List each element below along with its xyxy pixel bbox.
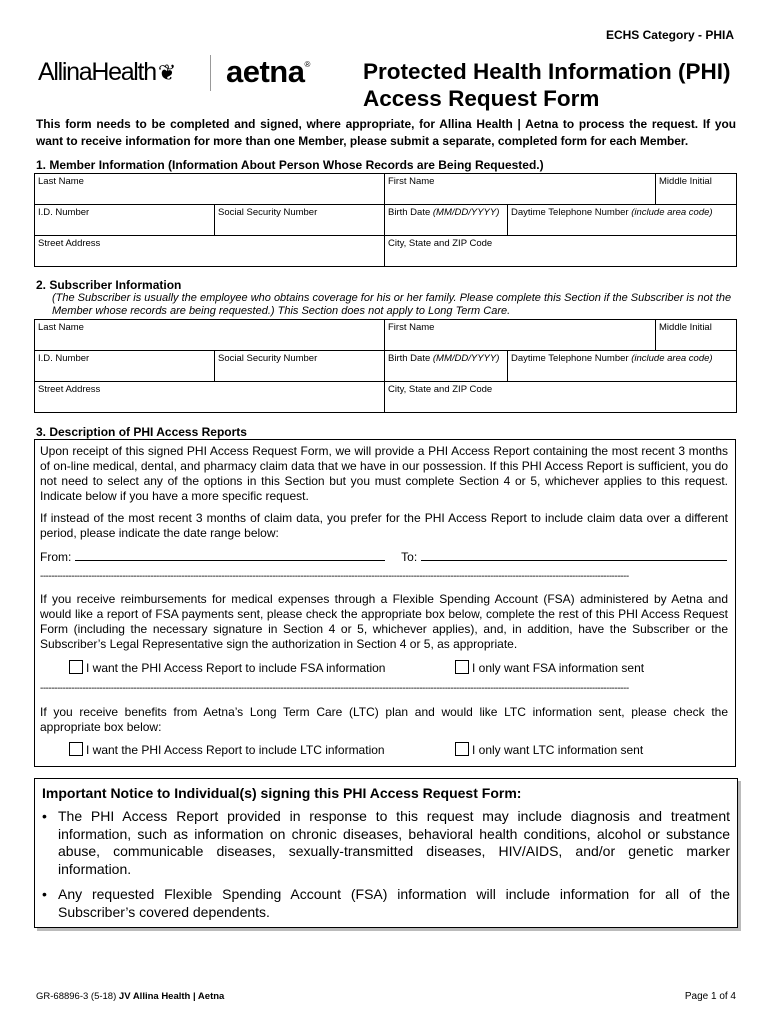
title-line-2: Access Request Form	[363, 86, 600, 111]
ltc-option-1[interactable]: I want the PHI Access Report to include LTC information	[69, 742, 385, 758]
aetna-logo: aetna®	[226, 54, 310, 89]
notice-heading: Important Notice to Individual(s) signing this PHI Access Request Form:	[42, 785, 522, 801]
section1-heading: 1. Member Information (Information About Person Whose Records are Being Requested.)	[36, 158, 544, 172]
ltc-option-2[interactable]: I only want LTC information sent	[455, 742, 643, 758]
allina-logo-text: AllinaHealth	[38, 58, 156, 86]
section3-heading: 3. Description of PHI Access Reports	[36, 425, 247, 439]
title-line-1: Protected Health Information (PHI)	[363, 59, 731, 84]
aetna-logo-text: aetna	[226, 54, 305, 89]
to-label: To:	[401, 550, 418, 564]
subscriber-phone-field[interactable]: Daytime Telephone Number (include area code)	[508, 351, 737, 382]
member-middle-initial-field[interactable]: Middle Initial	[656, 174, 737, 205]
section3-paragraph-1: Upon receipt of this signed PHI Access Request Form, we will provide a PHI Access Report containing the most recent 3 months of on-line medical, dental, and pharmacy claim data that we have in our possession. If this PHI Access Report is sufficient, you do not need to select any of the options in this Section but you must complete Section 4 or 5, whichever applies to this request. Indicate below if you have a more specific request.	[40, 444, 728, 503]
subscriber-first-name-field[interactable]: First Name	[385, 320, 656, 351]
member-first-name-field[interactable]: First Name	[385, 174, 656, 205]
phi-reports-box	[34, 439, 736, 767]
date-range-row	[40, 548, 730, 565]
bullet-icon: •	[42, 886, 47, 902]
important-notice-box	[34, 778, 738, 928]
divider-dashes-1: ----------------------------------------------------------------------------------------------------------------------------------------------------------------------------------------------------------------	[40, 571, 629, 582]
member-birth-date-field[interactable]: Birth Date (MM/DD/YYYY)	[385, 205, 508, 236]
section3-paragraph-4: If you receive benefits from Aetna’s Long Term Care (LTC) plan and would like LTC information sent, please check the appropriate box below:	[40, 705, 728, 734]
notice-bullet-1-text: The PHI Access Report provided in response to this request may include diagnosis and treatment information, such as information on chronic diseases, behavioral health conditions, alcohol or substance abuse, communicable diseases, sexually-transmitted diseases, HIV/AIDS, and/or genetic marker information.	[58, 808, 730, 877]
subscriber-city-field[interactable]: City, State and ZIP Code	[385, 382, 737, 413]
subscriber-street-field[interactable]: Street Address	[35, 382, 385, 413]
subscriber-ssn-field[interactable]: Social Security Number	[215, 351, 385, 382]
subscriber-last-name-field[interactable]: Last Name	[35, 320, 385, 351]
allina-leaf-icon: ❦	[157, 60, 175, 85]
bullet-icon: •	[42, 808, 47, 824]
section2-note: (The Subscriber is usually the employee who obtains coverage for his or her family. Please complete this Section if the Subscriber is not the Member whose records are being requested.) This Section does not apply to Long Term Care.	[52, 292, 732, 317]
member-last-name-field[interactable]: Last Name	[35, 174, 385, 205]
subscriber-middle-initial-field[interactable]: Middle Initial	[656, 320, 737, 351]
category-label: ECHS Category - PHIA	[605, 28, 734, 42]
member-info-table	[34, 173, 737, 267]
notice-bullet-2-text: Any requested Flexible Spending Account (FSA) information will include information for all of the Subscriber’s covered dependents.	[58, 886, 730, 920]
fsa-include-checkbox[interactable]	[69, 660, 83, 674]
ltc-include-checkbox[interactable]	[69, 742, 83, 756]
page-title	[363, 58, 753, 112]
logo-divider	[210, 55, 211, 91]
intro-text: This form needs to be completed and signed, where appropriate, for Allina Health | Aetna to process the request. If you want to receive information for more than one Member, please submit a separate, completed form for each Member.	[36, 117, 736, 148]
member-ssn-field[interactable]: Social Security Number	[215, 205, 385, 236]
to-date-input[interactable]	[421, 548, 727, 561]
fsa-option-1[interactable]: I want the PHI Access Report to include FSA information	[69, 660, 385, 676]
from-date-input[interactable]	[75, 548, 385, 561]
allina-health-logo	[38, 58, 175, 87]
section3-paragraph-2: If instead of the most recent 3 months of claim data, you prefer for the PHI Access Report to include claim data over a different period, please indicate the date range below:	[40, 511, 728, 540]
section3-paragraph-3: If you receive reimbursements for medical expenses through a Flexible Spending Account (FSA) administered by Aetna and would like a report of FSA payments sent, please check the appropriate box below, complete the rest of this PHI Access Request Form (including the necessary signature in Section 4 or 5, whichever applies), and, in addition, have the Subscriber or the Subscriber’s Legal Representative sign the authorization in Section 4 or 5, as appropriate.	[40, 592, 728, 651]
member-city-field[interactable]: City, State and ZIP Code	[385, 236, 737, 267]
subscriber-birth-date-field[interactable]: Birth Date (MM/DD/YYYY)	[385, 351, 508, 382]
fsa-option-2[interactable]: I only want FSA information sent	[455, 660, 644, 676]
fsa-only-checkbox[interactable]	[455, 660, 469, 674]
member-street-field[interactable]: Street Address	[35, 236, 385, 267]
section2-heading: 2. Subscriber Information	[36, 278, 182, 292]
footer-form-code: GR-68896-3 (5-18) JV Allina Health | Aetna	[36, 991, 225, 1002]
ltc-only-checkbox[interactable]	[455, 742, 469, 756]
notice-bullet-1	[42, 808, 730, 878]
divider-dashes-2: ----------------------------------------------------------------------------------------------------------------------------------------------------------------------------------------------------------------	[40, 683, 629, 694]
from-label: From:	[40, 550, 72, 564]
subscriber-id-number-field[interactable]: I.D. Number	[35, 351, 215, 382]
subscriber-info-table	[34, 319, 737, 413]
member-phone-field[interactable]: Daytime Telephone Number (include area code)	[508, 205, 737, 236]
footer-page-number: Page 1 of 4	[684, 991, 736, 1002]
notice-bullet-2	[42, 886, 730, 921]
member-id-number-field[interactable]: I.D. Number	[35, 205, 215, 236]
